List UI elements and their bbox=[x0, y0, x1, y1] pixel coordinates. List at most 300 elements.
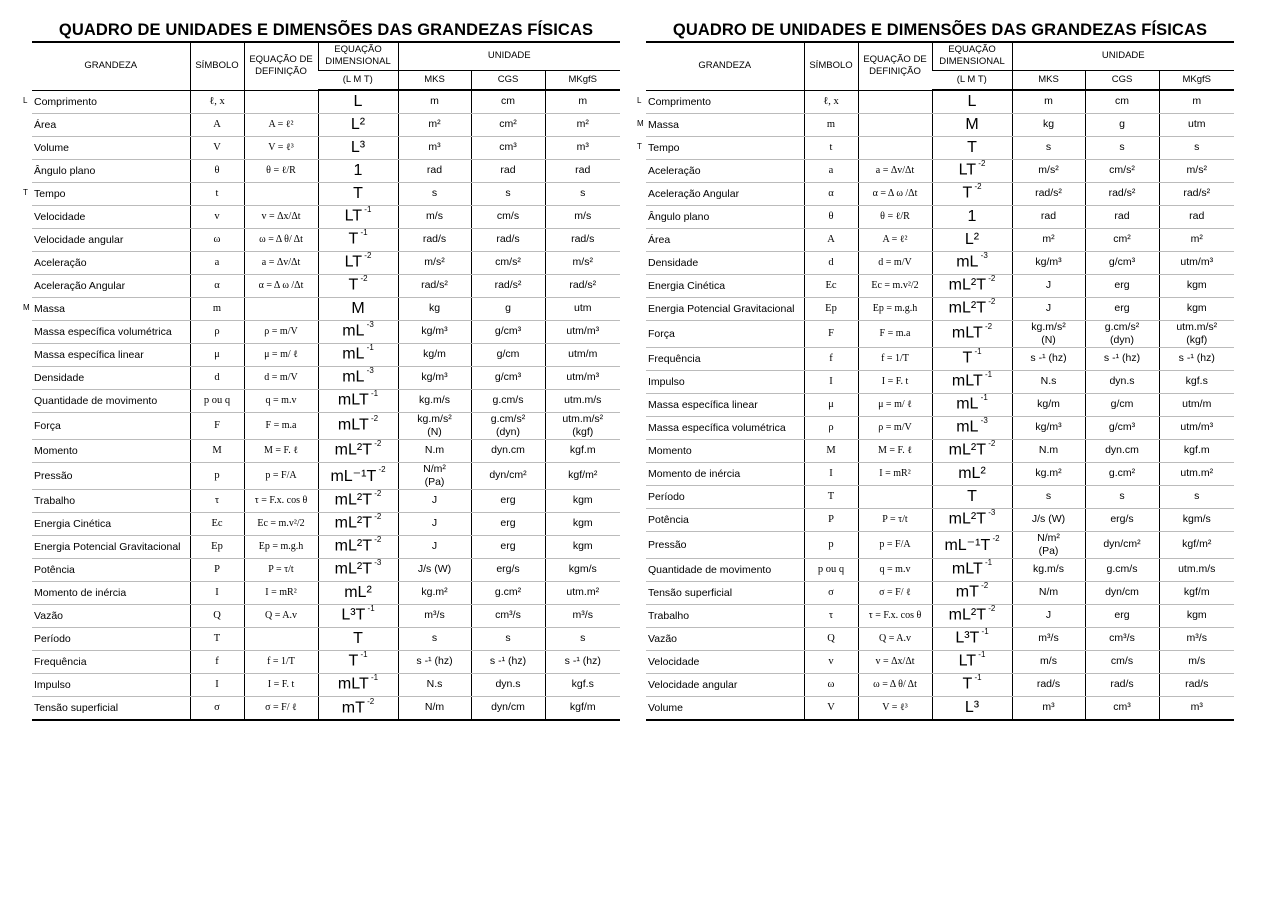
grandeza-cell: Área bbox=[646, 228, 804, 251]
symbol-cell: θ bbox=[804, 205, 858, 228]
dimensional-equation-cell: T $^{-1}$ bbox=[318, 650, 398, 673]
unit-cgs-cell: dyn.s bbox=[471, 673, 545, 696]
grandeza-cell: T Tempo bbox=[646, 136, 804, 159]
unit-mkgfs-cell: utm.m/s bbox=[1159, 558, 1234, 581]
grandeza-cell: Vazão bbox=[646, 627, 804, 650]
unit-mks-cell: kg/m³ bbox=[398, 366, 471, 389]
symbol-cell: σ bbox=[190, 696, 244, 719]
table-row bbox=[32, 343, 620, 366]
table-row bbox=[646, 320, 1234, 347]
table-row bbox=[646, 650, 1234, 673]
dimension-exponent: -1 bbox=[982, 370, 993, 380]
unit-mks-cell: N/m bbox=[398, 696, 471, 719]
symbol-cell: T bbox=[804, 485, 858, 508]
unit-cgs-cell: cm³ bbox=[471, 136, 545, 159]
units-table-left bbox=[23, 41, 620, 721]
unit-mkgfs-cell: m/s² bbox=[545, 251, 620, 274]
dimension-exponent: -2 bbox=[985, 274, 996, 284]
grandeza-cell: Pressão bbox=[646, 531, 804, 558]
grandeza-cell: Força bbox=[646, 320, 804, 347]
table-row bbox=[32, 673, 620, 696]
grandeza-cell: Ângulo plano bbox=[32, 159, 190, 182]
dimensional-equation-cell: T $^{-2}$ bbox=[932, 182, 1012, 205]
unit-cgs-cell: g/cm³ bbox=[471, 366, 545, 389]
unit-cgs-cell: cm bbox=[1085, 90, 1159, 113]
definition-equation-cell: Ec = m.v²/2 bbox=[858, 274, 932, 297]
dimensional-equation-cell: 1 bbox=[932, 205, 1012, 228]
unit-mks-cell: s bbox=[1012, 485, 1085, 508]
table-row bbox=[32, 650, 620, 673]
unit-cgs-cell: rad/s² bbox=[1085, 182, 1159, 205]
unit-mks-cell: s bbox=[1012, 136, 1085, 159]
header-mks: MKS bbox=[398, 70, 471, 90]
definition-equation-cell: Q = A.v bbox=[244, 604, 318, 627]
unit-mks-cell: N/m² (Pa) bbox=[1012, 531, 1085, 558]
definition-equation-cell: σ = F/ ℓ bbox=[244, 696, 318, 719]
unit-mkgfs-cell: utm/m bbox=[1159, 393, 1234, 416]
dimension-exponent: -2 bbox=[362, 251, 372, 261]
dimension-exponent: -2 bbox=[982, 322, 993, 332]
unit-cgs-cell: rad/s² bbox=[471, 274, 545, 297]
symbol-cell: ρ bbox=[190, 320, 244, 343]
definition-equation-cell: θ = ℓ/R bbox=[858, 205, 932, 228]
symbol-cell: F bbox=[190, 412, 244, 439]
unit-mkgfs-cell: m² bbox=[545, 113, 620, 136]
grandeza-cell: Massa específica volumétrica bbox=[32, 320, 190, 343]
base-quantity-marker: L bbox=[637, 95, 642, 105]
definition-equation-cell: τ = F.x. cos θ bbox=[244, 489, 318, 512]
unit-mkgfs-cell: utm/m bbox=[545, 343, 620, 366]
unit-cgs-cell: g/cm³ bbox=[471, 320, 545, 343]
grandeza-cell: Energia Potencial Gravitacional bbox=[32, 535, 190, 558]
definition-equation-cell: μ = m/ ℓ bbox=[244, 343, 318, 366]
unit-cgs-cell: cm/s bbox=[1085, 650, 1159, 673]
dimensional-equation-cell: mLT $^{-2}$ bbox=[932, 320, 1012, 347]
definition-equation-cell: p = F/A bbox=[858, 531, 932, 558]
symbol-cell: a bbox=[804, 159, 858, 182]
definition-equation-cell bbox=[244, 182, 318, 205]
table-row bbox=[32, 439, 620, 462]
symbol-cell: M bbox=[804, 439, 858, 462]
dimension-exponent: -2 bbox=[371, 512, 382, 522]
symbol-cell: Ep bbox=[804, 297, 858, 320]
unit-mkgfs-cell: kgm/s bbox=[545, 558, 620, 581]
symbol-cell: p ou q bbox=[190, 389, 244, 412]
unit-cgs-cell: rad/s bbox=[1085, 673, 1159, 696]
dimension-exponent: -1 bbox=[368, 389, 379, 399]
dimensional-equation-cell: mL⁻¹T $^{-2}$ bbox=[932, 531, 1012, 558]
header-unidade: UNIDADE bbox=[398, 43, 620, 70]
grandeza-cell: Frequência bbox=[32, 650, 190, 673]
symbol-cell: Ec bbox=[190, 512, 244, 535]
unit-cgs-cell: s bbox=[471, 627, 545, 650]
unit-mks-cell: m/s bbox=[1012, 650, 1085, 673]
grandeza-cell: Massa específica volumétrica bbox=[646, 416, 804, 439]
unit-mks-cell: m³ bbox=[398, 136, 471, 159]
unit-mkgfs-cell: kgm bbox=[1159, 604, 1234, 627]
table-row bbox=[32, 462, 620, 489]
unit-cgs-cell: dyn/cm bbox=[471, 696, 545, 719]
symbol-cell: ω bbox=[804, 673, 858, 696]
table-row bbox=[32, 512, 620, 535]
table-row bbox=[646, 531, 1234, 558]
unit-cgs-cell: s -¹ (hz) bbox=[1085, 347, 1159, 370]
unit-mks-cell: m² bbox=[398, 113, 471, 136]
dimensional-equation-cell: mLT $^{-1}$ bbox=[932, 370, 1012, 393]
definition-equation-cell: I = mR² bbox=[858, 462, 932, 485]
unit-cgs-cell: dyn/cm² bbox=[471, 462, 545, 489]
unit-mkgfs-cell: rad/s² bbox=[1159, 182, 1234, 205]
unit-mks-cell: J bbox=[1012, 604, 1085, 627]
unit-mkgfs-cell: utm.m² bbox=[1159, 462, 1234, 485]
symbol-cell: I bbox=[804, 462, 858, 485]
unit-mkgfs-cell: kgf/m² bbox=[1159, 531, 1234, 558]
dimensional-equation-cell: L² bbox=[318, 113, 398, 136]
unit-mkgfs-cell: s bbox=[545, 182, 620, 205]
base-quantity-marker: M bbox=[23, 302, 30, 312]
unit-cgs-cell: erg bbox=[1085, 274, 1159, 297]
table-row bbox=[32, 159, 620, 182]
dimensional-equation-cell: L bbox=[932, 90, 1012, 113]
definition-equation-cell: a = Δv/Δt bbox=[858, 159, 932, 182]
table-row bbox=[646, 485, 1234, 508]
symbol-cell: μ bbox=[804, 393, 858, 416]
unit-cgs-cell: g.cm/s bbox=[471, 389, 545, 412]
unit-cgs-cell: erg bbox=[1085, 604, 1159, 627]
dimensional-equation-cell: L³T $^{-1}$ bbox=[318, 604, 398, 627]
unit-cgs-cell: s -¹ (hz) bbox=[471, 650, 545, 673]
symbol-cell: I bbox=[190, 581, 244, 604]
grandeza-cell: L Comprimento bbox=[646, 90, 804, 113]
definition-equation-cell: q = m.v bbox=[244, 389, 318, 412]
unit-mks-cell: s bbox=[398, 627, 471, 650]
symbol-cell: P bbox=[804, 508, 858, 531]
definition-equation-cell: A = ℓ² bbox=[858, 228, 932, 251]
unit-mks-cell: J/s (W) bbox=[1012, 508, 1085, 531]
unit-cgs-cell: g.cm² bbox=[1085, 462, 1159, 485]
unit-cgs-cell: g.cm/s² (dyn) bbox=[471, 412, 545, 439]
unit-cgs-cell: rad bbox=[1085, 205, 1159, 228]
table-row bbox=[646, 228, 1234, 251]
table-row bbox=[32, 489, 620, 512]
dimensional-equation-cell: mL $^{-1}$ bbox=[318, 343, 398, 366]
dimension-exponent: -2 bbox=[358, 274, 368, 284]
unit-mks-cell: kg.m/s bbox=[398, 389, 471, 412]
dimensional-equation-cell: LT $^{-1}$ bbox=[932, 650, 1012, 673]
header-simbolo: SÍMBOLO bbox=[190, 43, 244, 90]
table-row bbox=[646, 205, 1234, 228]
unit-cgs-cell: cm² bbox=[471, 113, 545, 136]
dimensional-equation-cell: mL $^{-3}$ bbox=[318, 320, 398, 343]
unit-mks-cell: kg.m² bbox=[1012, 462, 1085, 485]
table-row bbox=[32, 182, 620, 205]
symbol-cell: d bbox=[804, 251, 858, 274]
grandeza-cell: Quantidade de movimento bbox=[32, 389, 190, 412]
unit-mkgfs-cell: rad/s² bbox=[545, 274, 620, 297]
dimensional-equation-cell: T $^{-1}$ bbox=[932, 673, 1012, 696]
definition-equation-cell: P = τ/t bbox=[858, 508, 932, 531]
unit-cgs-cell: cm³/s bbox=[471, 604, 545, 627]
unit-mkgfs-cell: m bbox=[1159, 90, 1234, 113]
unit-mks-cell: J bbox=[1012, 274, 1085, 297]
page-title: QUADRO DE UNIDADES E DIMENSÕES DAS GRANDEZAS FÍSICAS bbox=[672, 21, 1208, 39]
dimensional-equation-cell: T $^{-1}$ bbox=[318, 228, 398, 251]
symbol-cell: ℓ, x bbox=[190, 90, 244, 113]
dimensional-equation-cell: M bbox=[318, 297, 398, 320]
definition-equation-cell bbox=[858, 90, 932, 113]
symbol-cell: Q bbox=[804, 627, 858, 650]
definition-equation-cell: I = F. t bbox=[858, 370, 932, 393]
unit-mkgfs-cell: utm bbox=[545, 297, 620, 320]
unit-mks-cell: J/s (W) bbox=[398, 558, 471, 581]
unit-mks-cell: rad/s bbox=[1012, 673, 1085, 696]
unit-mks-cell: N/m bbox=[1012, 581, 1085, 604]
unit-mks-cell: J bbox=[398, 535, 471, 558]
grandeza-cell: Velocidade angular bbox=[646, 673, 804, 696]
header-unidade: UNIDADE bbox=[1012, 43, 1234, 70]
symbol-cell: t bbox=[804, 136, 858, 159]
units-table-right bbox=[637, 41, 1234, 721]
unit-mks-cell: rad bbox=[398, 159, 471, 182]
unit-mkgfs-cell: m/s bbox=[545, 205, 620, 228]
unit-mks-cell: J bbox=[398, 489, 471, 512]
dimensional-equation-cell: T bbox=[932, 485, 1012, 508]
dimensional-equation-cell: mT $^{-2}$ bbox=[318, 696, 398, 719]
unit-mks-cell: kg/m bbox=[1012, 393, 1085, 416]
unit-mks-cell: kg.m/s bbox=[1012, 558, 1085, 581]
table-row bbox=[646, 347, 1234, 370]
unit-cgs-cell: cm/s² bbox=[471, 251, 545, 274]
grandeza-cell: Ângulo plano bbox=[646, 205, 804, 228]
unit-mkgfs-cell: kgm/s bbox=[1159, 508, 1234, 531]
dimensional-equation-cell: 1 bbox=[318, 159, 398, 182]
unit-mkgfs-cell: kgm bbox=[545, 489, 620, 512]
table-row bbox=[646, 439, 1234, 462]
table-row bbox=[32, 604, 620, 627]
table-row bbox=[646, 627, 1234, 650]
header-equacao-dimensional: EQUAÇÃO DIMENSIONAL bbox=[932, 43, 1012, 70]
dimension-exponent: -1 bbox=[362, 205, 372, 215]
dimension-exponent: -3 bbox=[978, 416, 988, 426]
symbol-cell: M bbox=[190, 439, 244, 462]
grandeza-cell: Período bbox=[646, 485, 804, 508]
definition-equation-cell: Q = A.v bbox=[858, 627, 932, 650]
base-quantity-marker: T bbox=[637, 141, 642, 151]
unit-mks-cell: rad/s bbox=[398, 228, 471, 251]
symbol-cell: v bbox=[804, 650, 858, 673]
definition-equation-cell: q = m.v bbox=[858, 558, 932, 581]
grandeza-cell: Aceleração bbox=[646, 159, 804, 182]
definition-equation-cell: τ = F.x. cos θ bbox=[858, 604, 932, 627]
unit-mks-cell: kg bbox=[1012, 113, 1085, 136]
left-panel bbox=[23, 20, 620, 721]
grandeza-cell: Aceleração bbox=[32, 251, 190, 274]
grandeza-cell: Pressão bbox=[32, 462, 190, 489]
symbol-cell: d bbox=[190, 366, 244, 389]
dimension-exponent: -3 bbox=[364, 320, 374, 330]
grandeza-cell: Momento bbox=[646, 439, 804, 462]
dimension-exponent: -2 bbox=[371, 439, 382, 449]
unit-mks-cell: N.s bbox=[398, 673, 471, 696]
unit-mks-cell: N.m bbox=[1012, 439, 1085, 462]
definition-equation-cell: ρ = m/V bbox=[244, 320, 318, 343]
grandeza-cell: Volume bbox=[648, 701, 684, 714]
symbol-cell: V bbox=[804, 696, 858, 719]
grandeza-cell: Trabalho bbox=[646, 604, 804, 627]
grandeza-cell: Velocidade bbox=[32, 205, 190, 228]
header-simbolo: SÍMBOLO bbox=[804, 43, 858, 90]
dimensional-equation-cell: L² bbox=[932, 228, 1012, 251]
symbol-cell: Ec bbox=[804, 274, 858, 297]
right-panel bbox=[637, 20, 1234, 721]
dimensional-equation-cell: mL²T $^{-2}$ bbox=[318, 439, 398, 462]
unit-cgs-cell: erg bbox=[471, 535, 545, 558]
grandeza-cell: Momento de inércia bbox=[646, 462, 804, 485]
unit-mks-cell: rad bbox=[1012, 205, 1085, 228]
unit-mkgfs-cell: m³/s bbox=[545, 604, 620, 627]
unit-mkgfs-cell: kgm bbox=[1159, 274, 1234, 297]
definition-equation-cell: d = m/V bbox=[858, 251, 932, 274]
unit-mks-cell: J bbox=[398, 512, 471, 535]
symbol-cell: μ bbox=[190, 343, 244, 366]
symbol-cell: T bbox=[190, 627, 244, 650]
definition-equation-cell: M = F. ℓ bbox=[858, 439, 932, 462]
definition-equation-cell: P = τ/t bbox=[244, 558, 318, 581]
symbol-cell: θ bbox=[190, 159, 244, 182]
table-row bbox=[32, 627, 620, 650]
grandeza-cell: Energia Cinética bbox=[32, 512, 190, 535]
dimensional-equation-cell: LT $^{-1}$ bbox=[318, 205, 398, 228]
table-row bbox=[32, 535, 620, 558]
unit-mkgfs-cell: kgf.s bbox=[545, 673, 620, 696]
grandeza-cell: M Massa bbox=[646, 113, 804, 136]
unit-cgs-cell: g/cm bbox=[471, 343, 545, 366]
definition-equation-cell: V = ℓ³ bbox=[244, 136, 318, 159]
grandeza-cell: Vazão bbox=[32, 604, 190, 627]
symbol-cell: τ bbox=[804, 604, 858, 627]
table-row bbox=[646, 182, 1234, 205]
unit-cgs-cell: cm/s bbox=[471, 205, 545, 228]
unit-mkgfs-cell: m/s² bbox=[1159, 159, 1234, 182]
unit-mkgfs-cell: kgf.s bbox=[1159, 370, 1234, 393]
unit-cgs-cell: g.cm² bbox=[471, 581, 545, 604]
unit-mks-cell: m/s² bbox=[1012, 159, 1085, 182]
unit-mkgfs-cell: s -¹ (hz) bbox=[1159, 347, 1234, 370]
unit-mkgfs-cell: m³ bbox=[545, 136, 620, 159]
dimensional-equation-cell: T bbox=[318, 182, 398, 205]
unit-mks-cell: kg.m/s² (N) bbox=[398, 412, 471, 439]
base-quantity-marker: T bbox=[23, 187, 28, 197]
dimension-exponent: -3 bbox=[978, 251, 988, 261]
unit-cgs-cell: dyn.s bbox=[1085, 370, 1159, 393]
dimensional-equation-cell: LT $^{-2}$ bbox=[932, 159, 1012, 182]
dimensional-equation-cell: T $^{-1}$ bbox=[932, 347, 1012, 370]
unit-mkgfs-cell: utm.m/s² (kgf) bbox=[1159, 320, 1234, 347]
unit-mkgfs-cell: utm.m/s bbox=[545, 389, 620, 412]
dimensional-equation-cell: mLT $^{-2}$ bbox=[318, 412, 398, 439]
dimension-exponent: -2 bbox=[376, 465, 386, 475]
dimension-exponent: -3 bbox=[371, 558, 382, 568]
table-row bbox=[32, 136, 620, 159]
definition-equation-cell: M = F. ℓ bbox=[244, 439, 318, 462]
dimensional-equation-cell: T $^{-2}$ bbox=[318, 274, 398, 297]
table-row bbox=[32, 251, 620, 274]
definition-equation-cell bbox=[858, 485, 932, 508]
table-row bbox=[646, 136, 1234, 159]
grandeza-cell: Impulso bbox=[646, 370, 804, 393]
unit-mkgfs-cell: m/s bbox=[1159, 650, 1234, 673]
header-mkgfs: MKgfS bbox=[545, 70, 620, 90]
dimension-exponent: -2 bbox=[368, 414, 379, 424]
definition-equation-cell bbox=[244, 627, 318, 650]
unit-mkgfs-cell: s -¹ (hz) bbox=[545, 650, 620, 673]
grandeza-cell: Impulso bbox=[32, 673, 190, 696]
definition-equation-cell: ρ = m/V bbox=[858, 416, 932, 439]
definition-equation-cell: d = m/V bbox=[244, 366, 318, 389]
definition-equation-cell bbox=[244, 297, 318, 320]
table-body-right bbox=[637, 90, 1234, 719]
table-row bbox=[32, 297, 620, 320]
grandeza-cell: Velocidade bbox=[646, 650, 804, 673]
dimension-exponent: -1 bbox=[368, 673, 379, 683]
dimensional-equation-cell: mL⁻¹T $^{-2}$ bbox=[318, 462, 398, 489]
header-grandeza: GRANDEZA bbox=[646, 43, 804, 90]
dimension-exponent: -2 bbox=[371, 489, 382, 499]
unit-mks-cell: kg.m/s² (N) bbox=[1012, 320, 1085, 347]
grandeza-cell: Aceleração Angular bbox=[32, 274, 190, 297]
grandeza-cell: Velocidade angular bbox=[32, 228, 190, 251]
symbol-cell: α bbox=[190, 274, 244, 297]
grandeza-cell: L Comprimento bbox=[32, 90, 190, 113]
unit-cgs-cell: g bbox=[471, 297, 545, 320]
table-row bbox=[646, 393, 1234, 416]
dimensional-equation-cell: mL $^{-3}$ bbox=[932, 251, 1012, 274]
dimension-exponent: -1 bbox=[364, 343, 374, 353]
table-row bbox=[32, 228, 620, 251]
symbol-cell: Ep bbox=[190, 535, 244, 558]
unit-mks-cell: m³/s bbox=[398, 604, 471, 627]
unit-mkgfs-cell: rad bbox=[1159, 205, 1234, 228]
symbol-cell: I bbox=[804, 370, 858, 393]
dimension-exponent: -2 bbox=[976, 159, 986, 169]
dimension-exponent: -1 bbox=[972, 347, 982, 357]
unit-mks-cell: N.m bbox=[398, 439, 471, 462]
symbol-cell: A bbox=[190, 113, 244, 136]
table-row bbox=[646, 251, 1234, 274]
definition-equation-cell: v = Δx/Δt bbox=[244, 205, 318, 228]
symbol-cell: α bbox=[804, 182, 858, 205]
dimension-exponent: -2 bbox=[972, 182, 982, 192]
base-quantity-marker: L bbox=[23, 95, 28, 105]
dimension-exponent: -2 bbox=[985, 297, 996, 307]
grandeza-cell: Energia Cinética bbox=[646, 274, 804, 297]
symbol-cell: p bbox=[804, 531, 858, 558]
base-quantity-marker: M bbox=[637, 118, 644, 128]
unit-mkgfs-cell: rad/s bbox=[1159, 673, 1234, 696]
unit-cgs-cell: cm³ bbox=[1085, 696, 1159, 719]
grandeza-cell: Quantidade de movimento bbox=[646, 558, 804, 581]
definition-equation-cell: F = m.a bbox=[244, 412, 318, 439]
grandeza-cell: Período bbox=[32, 627, 190, 650]
grandeza-cell: Tensão superficial bbox=[646, 581, 804, 604]
symbol-cell: F bbox=[804, 320, 858, 347]
table-row bbox=[646, 90, 1234, 113]
dimensional-equation-cell: mL $^{-1}$ bbox=[932, 393, 1012, 416]
unit-mkgfs-cell: utm.m/s² (kgf) bbox=[545, 412, 620, 439]
dimension-exponent: -1 bbox=[979, 627, 989, 637]
unit-mks-cell: N.s bbox=[1012, 370, 1085, 393]
unit-mkgfs-cell: s bbox=[1159, 136, 1234, 159]
